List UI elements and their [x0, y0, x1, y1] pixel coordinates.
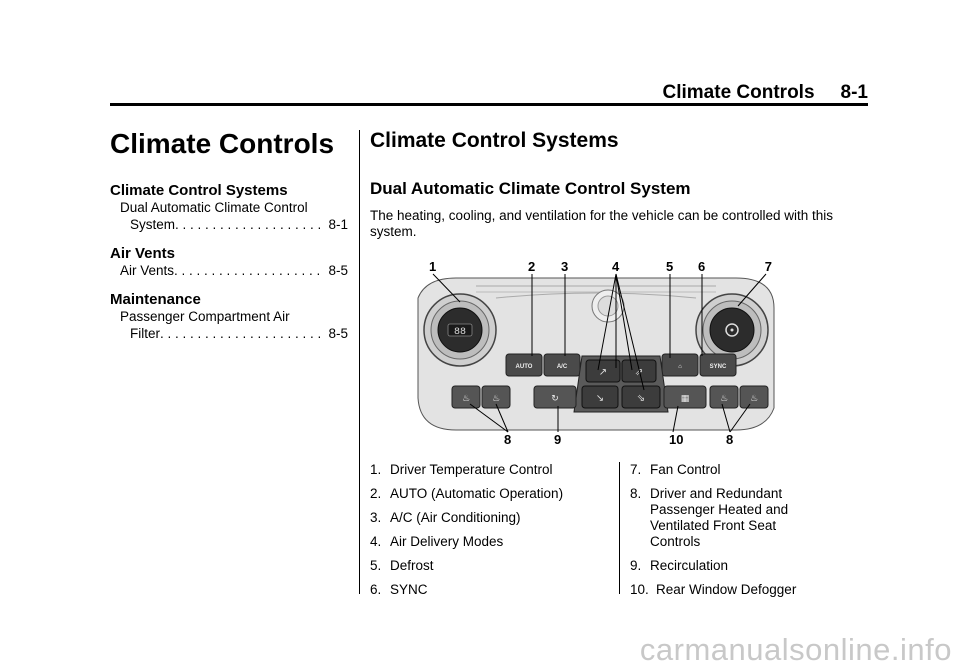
toc-section-heading[interactable]: Maintenance [110, 291, 201, 308]
watermark: carmanualsonline.info [639, 632, 952, 667]
toc-entry-page: 8-1 [328, 217, 348, 232]
toc-entry-line1: Dual Automatic Climate Control [120, 200, 308, 215]
running-head-section: Climate Controls [662, 82, 815, 103]
air-mode-vent-icon: ↗ [598, 367, 608, 378]
seat-vent-icon: ♨ [491, 394, 501, 404]
callout-7: 7 [764, 259, 772, 274]
list-item: 5. Defrost [370, 558, 434, 573]
toc-entry-line1: Passenger Compartment Air [120, 309, 290, 324]
toc-entry-page: 8-5 [328, 263, 348, 278]
driver-temperature-knob [424, 294, 496, 366]
air-mode-floor-icon: ↘ [595, 393, 605, 404]
toc-entry[interactable] [110, 199, 348, 233]
defrost-button-icon: ⌂ [678, 364, 682, 370]
toc-entry[interactable] [110, 262, 348, 279]
list-item: 8. Driver and Redundant Passenger Heated and Ventilated Front Seat Controls [630, 486, 789, 549]
column-divider [359, 130, 360, 594]
auto-button-label: AUTO [515, 364, 533, 370]
toc-section [110, 245, 348, 279]
rear-defrost-icon: ▦ [680, 394, 690, 404]
list-item: 3. A/C (Air Conditioning) [370, 510, 521, 525]
list-item: 4. Air Delivery Modes [370, 534, 504, 549]
callout-5: 5 [666, 259, 674, 274]
air-mode-bilevel-icon: ⇗ [634, 367, 644, 378]
callout-1: 1 [429, 259, 437, 274]
callout-9: 9 [554, 432, 562, 447]
toc-section [110, 182, 348, 233]
toc-section [110, 291, 348, 342]
legend-list-right [630, 462, 870, 606]
section-title: Climate Control Systems [370, 129, 619, 152]
climate-control-panel-illustration [416, 258, 776, 452]
sync-button-label: SYNC [709, 364, 727, 370]
running-head-page: 8-1 [840, 82, 868, 103]
list-item: 10. Rear Window Defogger [630, 582, 797, 597]
seat-vent-icon: ♨ [719, 394, 729, 404]
list-column-divider [619, 462, 620, 594]
subsection-title: Dual Automatic Climate Control System [370, 179, 691, 198]
seat-heat-icon: ♨ [461, 394, 471, 404]
toc-entry-line2: Filter [130, 326, 160, 341]
toc-entry[interactable] [110, 308, 348, 342]
toc-entry-page: 8-5 [328, 326, 348, 341]
toc-entry-line1: Air Vents [120, 263, 175, 278]
legend-list-left [370, 462, 610, 606]
callout-8-left: 8 [504, 432, 512, 447]
main-content [370, 128, 870, 240]
callout-2: 2 [528, 259, 536, 274]
callout-3: 3 [561, 259, 569, 274]
header-rule [110, 103, 868, 106]
callout-4: 4 [612, 259, 620, 274]
toc-section-heading[interactable]: Climate Control Systems [110, 182, 288, 199]
list-item: 2. AUTO (Automatic Operation) [370, 486, 564, 501]
recirculation-icon: ↻ [551, 394, 559, 404]
list-item: 9. Recirculation [630, 558, 729, 573]
list-item: 6. SYNC [370, 582, 428, 597]
running-head [663, 82, 869, 104]
air-mode-floor-defrost-icon: ⇘ [636, 393, 646, 404]
callout-10: 10 [669, 432, 684, 447]
chapter-title: Climate Controls [110, 128, 335, 159]
chapter-toc [110, 128, 348, 342]
callout-8-right: 8 [726, 432, 734, 447]
seat-heat-icon: ♨ [749, 394, 759, 404]
toc-entry-line2: System [130, 217, 176, 232]
list-item: 7. Fan Control [630, 462, 721, 477]
ac-button-label: A/C [556, 364, 568, 370]
intro-paragraph: The heating, cooling, and ventilation for the vehicle can be controlled with this system. [370, 208, 834, 239]
toc-section-heading[interactable]: Air Vents [110, 245, 176, 262]
list-item: 1. Driver Temperature Control [370, 462, 553, 477]
svg-text:88: 88 [453, 327, 467, 338]
callout-6: 6 [698, 259, 706, 274]
